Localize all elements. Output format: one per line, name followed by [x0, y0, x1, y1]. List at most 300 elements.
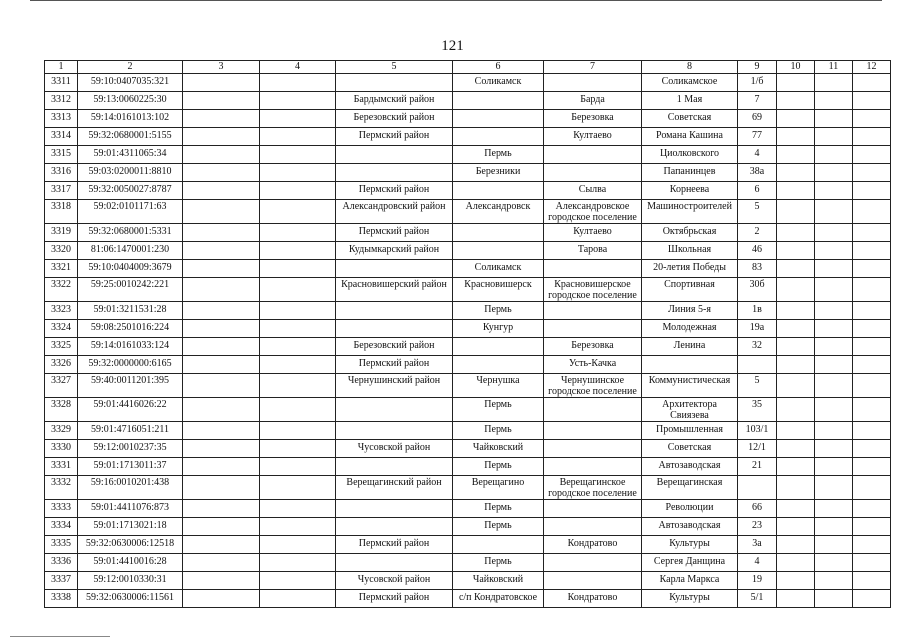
table-cell: [777, 518, 815, 536]
column-header: 10: [777, 61, 815, 74]
table-cell: [815, 554, 853, 572]
table-cell: Чусовской район: [336, 572, 453, 590]
table-cell: [815, 440, 853, 458]
table-cell: 59:32:0680001:5155: [78, 128, 183, 146]
table-cell: [183, 518, 260, 536]
table-cell: [544, 554, 642, 572]
table-cell: Автозаводская: [642, 458, 738, 476]
table-cell: Верещагино: [453, 476, 544, 500]
table-cell: Кондратово: [544, 536, 642, 554]
table-cell: 3313: [45, 110, 78, 128]
table-cell: [853, 590, 891, 608]
table-cell: [815, 182, 853, 200]
table-cell: [815, 476, 853, 500]
table-cell: [260, 242, 336, 260]
table-cell: 19: [738, 572, 777, 590]
table-cell: [260, 518, 336, 536]
table-cell: [853, 278, 891, 302]
table-cell: [853, 458, 891, 476]
table-cell: 59:02:0101171:63: [78, 200, 183, 224]
table-cell: Циолковского: [642, 146, 738, 164]
table-cell: 59:14:0161013:102: [78, 110, 183, 128]
table-cell: Советская: [642, 110, 738, 128]
table-cell: 5: [738, 200, 777, 224]
table-cell: [183, 182, 260, 200]
table-cell: Пермь: [453, 500, 544, 518]
table-row: [45, 590, 891, 608]
table-cell: [815, 146, 853, 164]
table-cell: Культуры: [642, 590, 738, 608]
table-cell: [853, 422, 891, 440]
table-cell: 59:01:4416026:22: [78, 398, 183, 422]
table-cell: [183, 554, 260, 572]
table-cell: 59:08:2501016:224: [78, 320, 183, 338]
table-cell: [453, 536, 544, 554]
table-cell: [544, 422, 642, 440]
table-cell: 59:01:4411076:873: [78, 500, 183, 518]
table-cell: Култаево: [544, 128, 642, 146]
table-cell: 3334: [45, 518, 78, 536]
table-cell: 4: [738, 146, 777, 164]
table-cell: 59:32:0630006:12518: [78, 536, 183, 554]
table-cell: Чернушинское городское поселение: [544, 374, 642, 398]
table-cell: [853, 536, 891, 554]
table-cell: 59:01:1713011:37: [78, 458, 183, 476]
table-cell: [260, 182, 336, 200]
table-cell: [853, 518, 891, 536]
table-cell: 59:13:0060225:30: [78, 92, 183, 110]
table-cell: 3326: [45, 356, 78, 374]
table-cell: [336, 422, 453, 440]
table-cell: [544, 302, 642, 320]
table-cell: 59:14:0161033:124: [78, 338, 183, 356]
table-cell: [815, 128, 853, 146]
column-header: 12: [853, 61, 891, 74]
table-cell: [544, 398, 642, 422]
table-cell: [853, 242, 891, 260]
table-cell: [815, 572, 853, 590]
table-cell: Чайковский: [453, 440, 544, 458]
table-cell: [544, 500, 642, 518]
table-cell: [260, 572, 336, 590]
table-cell: [183, 590, 260, 608]
table-cell: [777, 374, 815, 398]
table-cell: Пермский район: [336, 224, 453, 242]
table-cell: [260, 74, 336, 92]
table-cell: [260, 128, 336, 146]
table-cell: [853, 110, 891, 128]
table-cell: [336, 398, 453, 422]
table-cell: [260, 260, 336, 278]
table-cell: [260, 422, 336, 440]
table-cell: [336, 302, 453, 320]
table-row: [45, 92, 891, 110]
table-cell: [777, 356, 815, 374]
table-cell: [260, 200, 336, 224]
table-cell: Культуры: [642, 536, 738, 554]
table-cell: [853, 128, 891, 146]
table-cell: 59:01:4410016:28: [78, 554, 183, 572]
table-cell: [183, 500, 260, 518]
table-cell: [853, 224, 891, 242]
table-row: [45, 260, 891, 278]
table-cell: [777, 278, 815, 302]
table-cell: [815, 74, 853, 92]
table-cell: [815, 518, 853, 536]
table-cell: [544, 518, 642, 536]
table-cell: 59:12:0010237:35: [78, 440, 183, 458]
table-cell: [815, 500, 853, 518]
table-cell: [183, 278, 260, 302]
table-cell: 3331: [45, 458, 78, 476]
table-cell: [260, 110, 336, 128]
table-cell: Октябрьская: [642, 224, 738, 242]
table-cell: [260, 440, 336, 458]
table-cell: [544, 440, 642, 458]
table-cell: 4: [738, 554, 777, 572]
table-cell: 3332: [45, 476, 78, 500]
table-cell: 3320: [45, 242, 78, 260]
table-cell: [777, 242, 815, 260]
table-cell: [183, 374, 260, 398]
table-row: [45, 338, 891, 356]
table-cell: Красновишерское городское поселение: [544, 278, 642, 302]
table-cell: [260, 164, 336, 182]
table-cell: [336, 554, 453, 572]
table-cell: Романа Кашина: [642, 128, 738, 146]
table-cell: [183, 398, 260, 422]
table-cell: Сергея Данщина: [642, 554, 738, 572]
table-cell: 83: [738, 260, 777, 278]
table-row: [45, 164, 891, 182]
column-header: 3: [183, 61, 260, 74]
table-row: [45, 110, 891, 128]
table-cell: 46: [738, 242, 777, 260]
table-cell: Березники: [453, 164, 544, 182]
table-cell: [777, 536, 815, 554]
table-cell: [815, 278, 853, 302]
table-cell: [815, 590, 853, 608]
table-cell: 66: [738, 500, 777, 518]
table-cell: 3335: [45, 536, 78, 554]
table-cell: [260, 338, 336, 356]
table-cell: [453, 128, 544, 146]
table-cell: Корнеева: [642, 182, 738, 200]
column-header: 7: [544, 61, 642, 74]
table-cell: 3314: [45, 128, 78, 146]
table-cell: 5/1: [738, 590, 777, 608]
table-cell: [853, 440, 891, 458]
table-cell: Кондратово: [544, 590, 642, 608]
table-cell: [853, 476, 891, 500]
table-cell: 3а: [738, 536, 777, 554]
table-row: [45, 518, 891, 536]
table-cell: 59:25:0010242:221: [78, 278, 183, 302]
column-header: 1: [45, 61, 78, 74]
table-cell: [777, 200, 815, 224]
table-row: [45, 302, 891, 320]
table-cell: [453, 356, 544, 374]
registry-table: [44, 60, 891, 608]
table-cell: Александровский район: [336, 200, 453, 224]
table-cell: [260, 398, 336, 422]
table-cell: 3333: [45, 500, 78, 518]
table-cell: Соликамское: [642, 74, 738, 92]
table-row: [45, 182, 891, 200]
table-cell: 59:01:4716051:211: [78, 422, 183, 440]
table-cell: [183, 302, 260, 320]
table-cell: 21: [738, 458, 777, 476]
table-cell: [336, 458, 453, 476]
table-cell: 3337: [45, 572, 78, 590]
table-cell: Пермский район: [336, 356, 453, 374]
table-cell: [183, 440, 260, 458]
column-header: 4: [260, 61, 336, 74]
table-cell: [815, 338, 853, 356]
table-cell: [183, 356, 260, 374]
table-cell: 103/1: [738, 422, 777, 440]
table-cell: [815, 356, 853, 374]
table-cell: [183, 242, 260, 260]
table-cell: Революции: [642, 500, 738, 518]
table-cell: 3311: [45, 74, 78, 92]
table-cell: Пермь: [453, 302, 544, 320]
table-cell: 30б: [738, 278, 777, 302]
table-cell: 59:10:0407035:321: [78, 74, 183, 92]
table-row: [45, 128, 891, 146]
table-row: [45, 398, 891, 422]
table-cell: 59:32:0000000:6165: [78, 356, 183, 374]
table-cell: Бардымский район: [336, 92, 453, 110]
table-cell: [777, 110, 815, 128]
table-cell: [853, 356, 891, 374]
table-row: [45, 320, 891, 338]
column-header: 2: [78, 61, 183, 74]
table-cell: 38а: [738, 164, 777, 182]
column-header: 9: [738, 61, 777, 74]
table-cell: Молодежная: [642, 320, 738, 338]
table-cell: [260, 92, 336, 110]
table-cell: [183, 260, 260, 278]
table-cell: 3317: [45, 182, 78, 200]
table-cell: [183, 164, 260, 182]
table-cell: Коммунистическая: [642, 374, 738, 398]
table-cell: [777, 74, 815, 92]
table-cell: 3338: [45, 590, 78, 608]
table-cell: [183, 422, 260, 440]
table-cell: Пермь: [453, 458, 544, 476]
table-cell: [777, 92, 815, 110]
table-row: [45, 554, 891, 572]
table-cell: [853, 146, 891, 164]
table-cell: Чусовской район: [336, 440, 453, 458]
table-cell: 3322: [45, 278, 78, 302]
table-cell: [260, 320, 336, 338]
table-cell: Чайковский: [453, 572, 544, 590]
table-cell: 69: [738, 110, 777, 128]
table-cell: 1в: [738, 302, 777, 320]
table-cell: 3336: [45, 554, 78, 572]
table-cell: Александровское городское поселение: [544, 200, 642, 224]
table-cell: [853, 260, 891, 278]
table-cell: [260, 278, 336, 302]
table-cell: Пермь: [453, 422, 544, 440]
table-cell: [183, 128, 260, 146]
table-cell: Архитектора Свиязева: [642, 398, 738, 422]
table-cell: 59:03:0200011:8810: [78, 164, 183, 182]
table-cell: [544, 458, 642, 476]
table-cell: 3324: [45, 320, 78, 338]
table-cell: Березовка: [544, 110, 642, 128]
table-cell: Соликамск: [453, 74, 544, 92]
table-row: [45, 146, 891, 164]
table-cell: [777, 338, 815, 356]
table-cell: [815, 164, 853, 182]
table-cell: [777, 422, 815, 440]
table-cell: [777, 146, 815, 164]
table-cell: [853, 302, 891, 320]
table-row: [45, 356, 891, 374]
table-cell: 1 Мая: [642, 92, 738, 110]
table-cell: Тарова: [544, 242, 642, 260]
table-cell: 3330: [45, 440, 78, 458]
table-cell: Линия 5-я: [642, 302, 738, 320]
table-cell: Пермь: [453, 518, 544, 536]
table-cell: [183, 92, 260, 110]
table-cell: 77: [738, 128, 777, 146]
table-cell: [260, 590, 336, 608]
table-cell: [336, 260, 453, 278]
table-cell: 59:10:0404009:3679: [78, 260, 183, 278]
table-cell: 7: [738, 92, 777, 110]
table-cell: 6: [738, 182, 777, 200]
table-cell: [183, 320, 260, 338]
table-row: [45, 458, 891, 476]
footer-rule: [10, 636, 110, 637]
table-cell: Пермский район: [336, 590, 453, 608]
table-cell: 35: [738, 398, 777, 422]
table-cell: Култаево: [544, 224, 642, 242]
table-cell: [853, 554, 891, 572]
table-cell: 3327: [45, 374, 78, 398]
table-cell: [183, 536, 260, 554]
table-cell: [260, 536, 336, 554]
table-cell: [815, 200, 853, 224]
table-cell: Красновишерский район: [336, 278, 453, 302]
table-cell: 59:12:0010330:31: [78, 572, 183, 590]
table-cell: [853, 74, 891, 92]
table-cell: [260, 554, 336, 572]
table-cell: [853, 338, 891, 356]
table-cell: Красновишерск: [453, 278, 544, 302]
table-cell: [777, 260, 815, 278]
table-cell: [777, 302, 815, 320]
table-cell: [853, 92, 891, 110]
table-cell: [336, 146, 453, 164]
table-cell: 3312: [45, 92, 78, 110]
table-cell: 20-летия Победы: [642, 260, 738, 278]
table-row: [45, 242, 891, 260]
table-cell: [815, 224, 853, 242]
table-cell: Школьная: [642, 242, 738, 260]
table-cell: [183, 572, 260, 590]
column-header: 6: [453, 61, 544, 74]
header-row: [45, 61, 891, 74]
page-number: 121: [441, 38, 464, 54]
table-cell: [777, 224, 815, 242]
table-cell: [544, 164, 642, 182]
table-cell: 3325: [45, 338, 78, 356]
table-cell: [183, 146, 260, 164]
table-cell: [815, 242, 853, 260]
table-cell: [777, 554, 815, 572]
table-cell: [183, 458, 260, 476]
table-row: [45, 572, 891, 590]
column-header: 5: [336, 61, 453, 74]
table-cell: [453, 242, 544, 260]
table-cell: 2: [738, 224, 777, 242]
table-cell: [260, 458, 336, 476]
table-cell: [815, 536, 853, 554]
table-cell: 59:32:0630006:11561: [78, 590, 183, 608]
table-cell: [777, 164, 815, 182]
table-cell: [815, 458, 853, 476]
table-cell: Спортивная: [642, 278, 738, 302]
table-cell: [183, 476, 260, 500]
table-cell: 3328: [45, 398, 78, 422]
table-cell: [777, 500, 815, 518]
table-cell: [260, 356, 336, 374]
table-cell: Сылва: [544, 182, 642, 200]
table-cell: [183, 224, 260, 242]
table-cell: [183, 110, 260, 128]
table-cell: [777, 440, 815, 458]
column-header: 8: [642, 61, 738, 74]
table-row: [45, 500, 891, 518]
table-cell: [336, 320, 453, 338]
table-cell: Александровск: [453, 200, 544, 224]
table-cell: [738, 356, 777, 374]
table-cell: Верещагинское городское поселение: [544, 476, 642, 500]
table-cell: [815, 302, 853, 320]
table-cell: [777, 590, 815, 608]
table-row: [45, 440, 891, 458]
table-cell: 59:01:3211531:28: [78, 302, 183, 320]
table-cell: [453, 224, 544, 242]
table-cell: Березовский район: [336, 338, 453, 356]
table-row: [45, 278, 891, 302]
table-cell: 3323: [45, 302, 78, 320]
table-cell: [853, 572, 891, 590]
table-cell: Машиностроителей: [642, 200, 738, 224]
table-cell: [777, 398, 815, 422]
table-cell: 59:16:0010201:438: [78, 476, 183, 500]
table-cell: Промышленная: [642, 422, 738, 440]
table-cell: 1/б: [738, 74, 777, 92]
table-row: [45, 422, 891, 440]
table-cell: [336, 164, 453, 182]
table-cell: [777, 320, 815, 338]
table-cell: Автозаводская: [642, 518, 738, 536]
table-cell: [777, 182, 815, 200]
table-cell: 59:01:1713021:18: [78, 518, 183, 536]
table-body: [45, 61, 891, 608]
table-cell: 59:32:0680001:5331: [78, 224, 183, 242]
table-cell: [777, 572, 815, 590]
table-row: [45, 200, 891, 224]
table-cell: [815, 110, 853, 128]
table-cell: [544, 260, 642, 278]
